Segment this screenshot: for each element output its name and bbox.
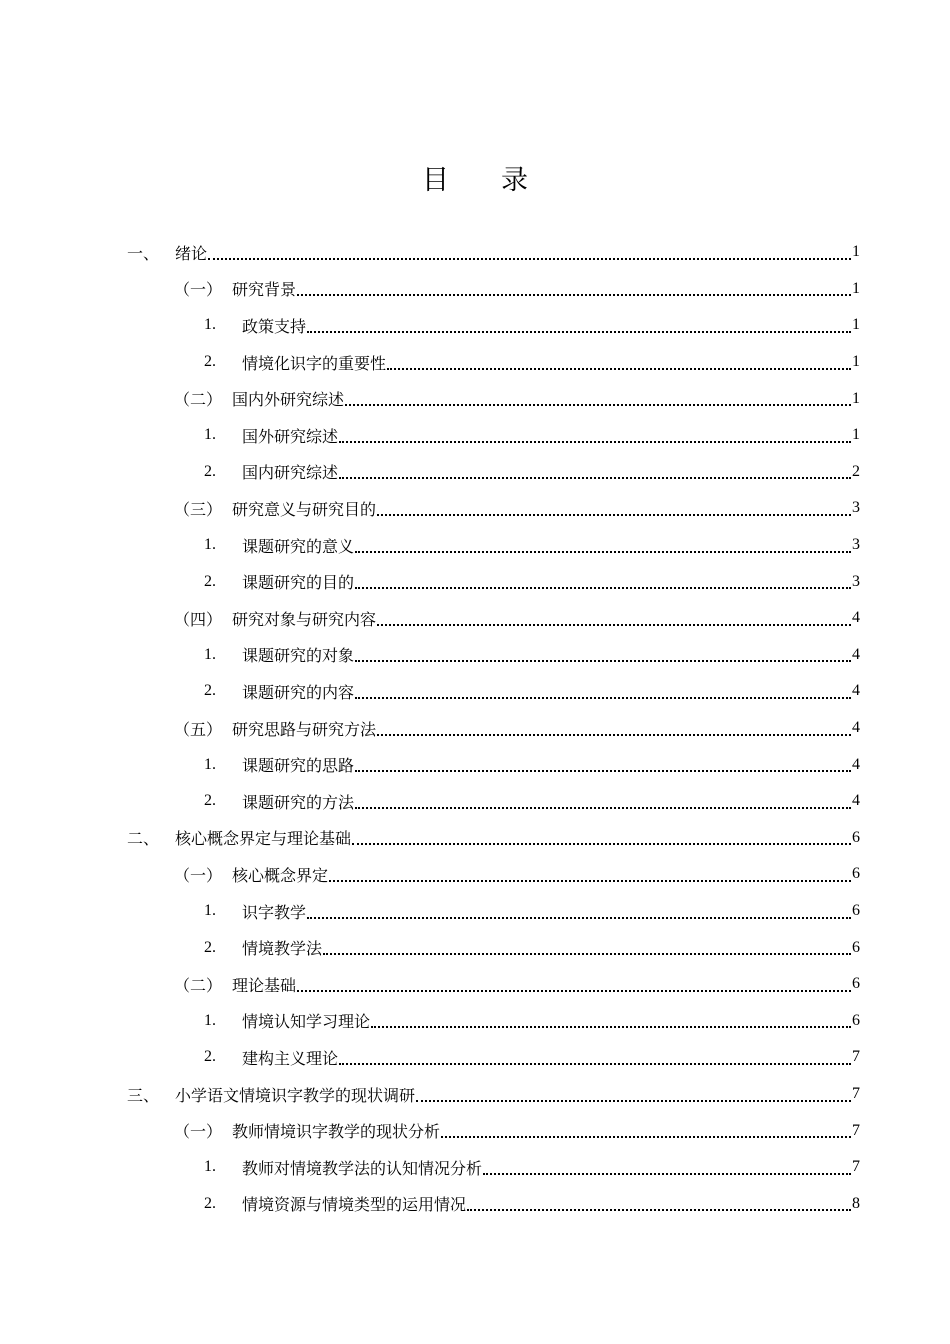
toc-entry[interactable] bbox=[0, 234, 860, 271]
toc-entry[interactable] bbox=[0, 1149, 860, 1186]
toc-entry-number: （一） bbox=[174, 1124, 223, 1142]
toc-entry[interactable] bbox=[0, 783, 860, 820]
toc-entry-page: 4 bbox=[852, 682, 860, 700]
toc-entry-number: 1. bbox=[204, 902, 216, 920]
toc-entry[interactable] bbox=[0, 710, 860, 747]
toc-entry-number: 2. bbox=[204, 682, 216, 700]
dot-leader bbox=[467, 1208, 851, 1211]
toc-entry-number: 2. bbox=[204, 462, 216, 480]
toc-entry[interactable] bbox=[0, 600, 860, 637]
toc-entry-title: 政策支持 bbox=[242, 316, 307, 336]
dot-leader bbox=[345, 403, 851, 406]
toc-entry-title: 研究背景 bbox=[232, 280, 297, 300]
dot-leader bbox=[441, 1135, 851, 1138]
toc-entry-number: （一） bbox=[174, 282, 223, 300]
toc-entry-number: 二、 bbox=[127, 829, 160, 849]
toc-entry[interactable] bbox=[0, 344, 860, 381]
toc-entry[interactable] bbox=[0, 527, 860, 564]
toc-entry-number: 2. bbox=[204, 353, 216, 371]
toc-entry[interactable] bbox=[0, 490, 860, 527]
toc-entry[interactable] bbox=[0, 454, 860, 491]
toc-entry-title: 绪论 bbox=[175, 243, 208, 263]
toc-entry-number: 三、 bbox=[127, 1085, 160, 1105]
toc-entry[interactable] bbox=[0, 1039, 860, 1076]
toc-entry-number: 2. bbox=[204, 572, 216, 590]
toc-entry[interactable] bbox=[0, 637, 860, 674]
toc-entry[interactable] bbox=[0, 271, 860, 308]
dot-leader bbox=[387, 367, 851, 370]
toc-entry-title: 核心概念界定与理论基础 bbox=[175, 829, 352, 849]
toc-entry-title: 小学语文情境识字教学的现状调研 bbox=[175, 1085, 416, 1105]
toc-entry-title: 课题研究的目的 bbox=[242, 573, 355, 593]
toc-entry-title: 教师情境识字教学的现状分析 bbox=[232, 1122, 441, 1142]
toc-entry-title: 核心概念界定 bbox=[232, 865, 329, 885]
toc-entry-number: 2. bbox=[204, 792, 216, 810]
toc-entry-page: 1 bbox=[852, 243, 860, 261]
dot-leader bbox=[339, 440, 851, 443]
dot-leader bbox=[371, 1025, 851, 1028]
dot-leader bbox=[355, 769, 851, 772]
toc-entry[interactable] bbox=[0, 673, 860, 710]
toc-entry-page: 1 bbox=[852, 279, 860, 297]
dot-leader bbox=[355, 696, 851, 699]
toc-entry[interactable] bbox=[0, 1186, 860, 1223]
toc-entry-number: 1. bbox=[204, 1011, 216, 1029]
toc-entry-page: 4 bbox=[852, 719, 860, 737]
toc-entry-number: 1. bbox=[204, 755, 216, 773]
title-char-left: 目 bbox=[422, 165, 449, 196]
toc-entry[interactable] bbox=[0, 966, 860, 1003]
toc-entry-page: 1 bbox=[852, 389, 860, 407]
toc-entry-title: 教师对情境教学法的认知情况分析 bbox=[242, 1158, 483, 1178]
toc-entry-title: 课题研究的思路 bbox=[242, 756, 355, 776]
toc-entry-number: （四） bbox=[174, 611, 223, 629]
dot-leader bbox=[297, 989, 851, 992]
toc-entry-title: 课题研究的方法 bbox=[242, 792, 355, 812]
toc-entry-title: 研究意义与研究目的 bbox=[232, 499, 377, 519]
toc-entry-number: 一、 bbox=[127, 243, 160, 263]
toc-entry-page: 6 bbox=[852, 1011, 860, 1029]
toc-entry-number: 2. bbox=[204, 1194, 216, 1212]
toc-entry-page: 7 bbox=[852, 1121, 860, 1139]
toc-entry[interactable] bbox=[0, 893, 860, 930]
toc-entry-number: 1. bbox=[204, 1158, 216, 1176]
dot-leader bbox=[352, 842, 851, 845]
toc-entry-title: 国外研究综述 bbox=[242, 426, 339, 446]
toc-entry-title: 建构主义理论 bbox=[242, 1048, 339, 1068]
toc-entry-page: 6 bbox=[852, 865, 860, 883]
toc-entry[interactable] bbox=[0, 820, 860, 857]
toc-entry-number: （三） bbox=[174, 501, 223, 519]
dot-leader bbox=[323, 952, 851, 955]
toc-entry-page: 1 bbox=[852, 426, 860, 444]
toc-entry-page: 3 bbox=[852, 536, 860, 554]
toc-entry-number: 1. bbox=[204, 536, 216, 554]
dot-leader bbox=[307, 916, 851, 919]
toc-entry-number: 1. bbox=[204, 316, 216, 334]
dot-leader bbox=[416, 1099, 851, 1102]
toc-entry-page: 3 bbox=[852, 499, 860, 517]
toc-entry-page: 4 bbox=[852, 792, 860, 810]
toc-entry-page: 6 bbox=[852, 975, 860, 993]
toc-entry-title: 国内外研究综述 bbox=[232, 390, 345, 410]
toc-entry-page: 7 bbox=[852, 1048, 860, 1066]
dot-leader bbox=[355, 586, 851, 589]
dot-leader bbox=[483, 1172, 851, 1175]
toc-entry[interactable] bbox=[0, 1003, 860, 1040]
toc-entry-page: 6 bbox=[852, 828, 860, 846]
toc-entry[interactable] bbox=[0, 1076, 860, 1113]
title-char-right: 录 bbox=[501, 165, 528, 196]
dot-leader bbox=[355, 806, 851, 809]
toc-entry-title: 研究对象与研究内容 bbox=[232, 609, 377, 629]
toc-entry[interactable] bbox=[0, 856, 860, 893]
toc-entry-title: 国内研究综述 bbox=[242, 463, 339, 483]
toc-entry-number: （二） bbox=[174, 977, 223, 995]
dot-leader bbox=[355, 550, 851, 553]
toc-entry-number: 2. bbox=[204, 1048, 216, 1066]
toc-entry-title: 情境教学法 bbox=[242, 939, 323, 959]
toc-entry-title: 研究思路与研究方法 bbox=[232, 719, 377, 739]
page-title bbox=[0, 158, 950, 197]
toc-entry-title: 理论基础 bbox=[232, 975, 297, 995]
toc-entry-number: （五） bbox=[174, 721, 223, 739]
toc-entry[interactable] bbox=[0, 380, 860, 417]
toc-entry-page: 7 bbox=[852, 1158, 860, 1176]
toc-entry-title: 课题研究的意义 bbox=[242, 536, 355, 556]
toc-entry-number: 1. bbox=[204, 645, 216, 663]
toc-entry-page: 7 bbox=[852, 1085, 860, 1103]
toc-entry[interactable] bbox=[0, 417, 860, 454]
toc-entry-page: 1 bbox=[852, 316, 860, 334]
toc-entry-number: 2. bbox=[204, 938, 216, 956]
toc-entry-title: 课题研究的内容 bbox=[242, 682, 355, 702]
dot-leader bbox=[307, 330, 851, 333]
dot-leader bbox=[339, 476, 851, 479]
dot-leader bbox=[339, 1062, 851, 1065]
toc-entry-page: 4 bbox=[852, 645, 860, 663]
toc-entry-title: 情境资源与情境类型的运用情况 bbox=[242, 1195, 467, 1215]
dot-leader bbox=[297, 293, 851, 296]
dot-leader bbox=[377, 733, 851, 736]
toc-entry-page: 2 bbox=[852, 462, 860, 480]
toc-entry-number: （一） bbox=[174, 867, 223, 885]
toc-entry-number: （二） bbox=[174, 392, 223, 410]
toc-entry[interactable] bbox=[0, 307, 860, 344]
toc-entry-page: 3 bbox=[852, 572, 860, 590]
toc-entry-page: 4 bbox=[852, 755, 860, 773]
toc-entry-title: 情境认知学习理论 bbox=[242, 1012, 371, 1032]
toc-entry-title: 情境化识字的重要性 bbox=[242, 353, 387, 373]
toc-entry-title: 课题研究的对象 bbox=[242, 646, 355, 666]
dot-leader bbox=[377, 513, 851, 516]
toc-entry[interactable] bbox=[0, 563, 860, 600]
toc-entry-title: 识字教学 bbox=[242, 902, 307, 922]
dot-leader bbox=[208, 257, 851, 260]
toc-entry-page: 6 bbox=[852, 902, 860, 920]
toc-entry[interactable] bbox=[0, 746, 860, 783]
toc-entry-page: 1 bbox=[852, 353, 860, 371]
toc-entry-number: 1. bbox=[204, 426, 216, 444]
toc-entry-page: 8 bbox=[852, 1194, 860, 1212]
dot-leader bbox=[377, 623, 851, 626]
toc-entry-page: 6 bbox=[852, 938, 860, 956]
dot-leader bbox=[355, 659, 851, 662]
toc-entry[interactable] bbox=[0, 929, 860, 966]
toc-entry-page: 4 bbox=[852, 609, 860, 627]
toc-entry[interactable] bbox=[0, 1112, 860, 1149]
dot-leader bbox=[329, 879, 851, 882]
